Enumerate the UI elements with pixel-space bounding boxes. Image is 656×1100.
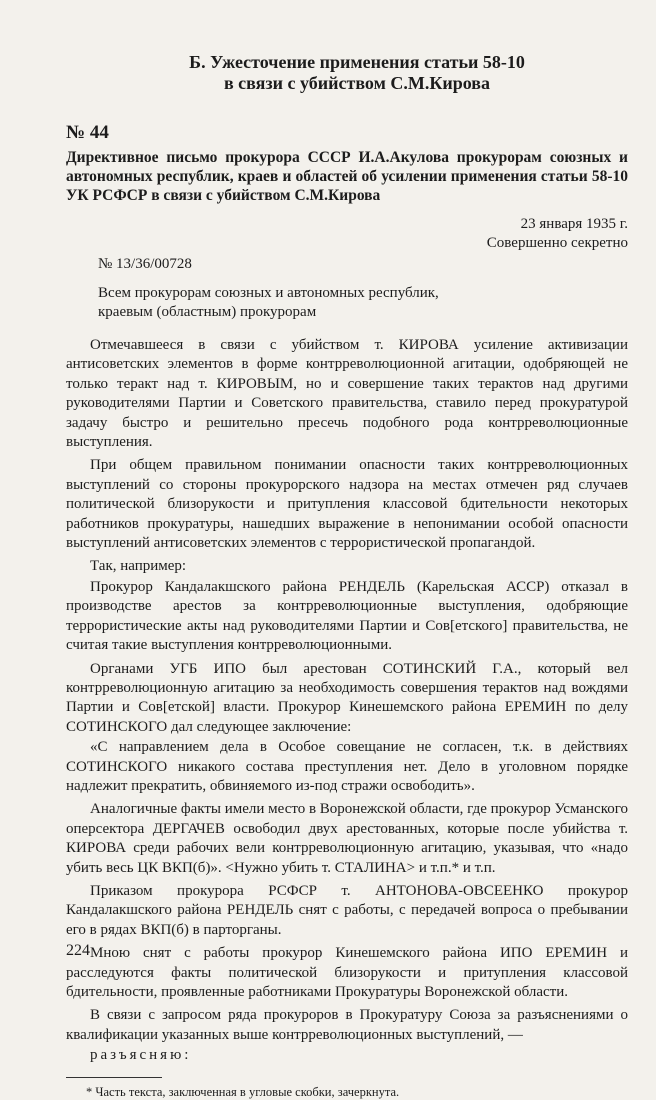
document-title: Директивное письмо прокурора СССР И.А.Акулова прокурорам союзных и автономных республик, краев и областей об усилении применения статьи 58-10 УК РСФСР в связи с убийством С.М.Кирова bbox=[66, 149, 628, 204]
paragraph-6: «С направлением дела в Особое совещание не согласен, т.к. в действиях СОТИНСКОГО никакого состава преступления нет. Дело в уголовном порядке надлежит прекратить, обвиняемого из-под стражи освободить». bbox=[66, 739, 628, 794]
paragraph-3: Так, например: bbox=[90, 558, 187, 575]
document-dateline bbox=[66, 215, 628, 253]
paragraph-4: Прокурор Кандалакшского района РЕНДЕЛЬ (Карельская АССР) отказал в производстве арестов за контрреволюционные выступления, одобряющие террористические акты над руководителями Партии и Сов[етского] правительства, не считая такие выступления контрреволюционными. bbox=[66, 578, 628, 654]
section-title-line-2: в связи с убийством С.М.Кирова bbox=[223, 73, 491, 93]
addressee bbox=[98, 284, 628, 322]
paragraph-8: Приказом прокурора РСФСР т. АНТОНОВА-ОВСЕЕНКО прокурор Кандалакшского района РЕНДЕЛЬ снят с работы, с передачей вопроса о пребывании его в рядах ВКП(б) в парторганы. bbox=[66, 882, 628, 938]
addressee-line-2: краевым (областным) прокурорам bbox=[98, 304, 317, 320]
classification-stamp: Совершенно секретно bbox=[486, 235, 628, 251]
footnote: * Часть текста, заключенная в угловые скобки, зачеркнута. bbox=[86, 1085, 400, 1100]
document-date: 23 января 1935 г. bbox=[520, 216, 628, 232]
section-title bbox=[86, 52, 628, 94]
section-title-line-1: Б. Ужесточение применения статьи 58-10 bbox=[189, 52, 525, 72]
paragraph-1: Отмечавшееся в связи с убийством т. КИРОВА усиление активизации антисоветских элементов в форме контрреволюционной агитации, одобряющей не только теракт над т. КИРОВЫМ, но и совершение таких терактов над другими руководителями Партии и Советского правительства, ставило перед прокуратурой задачу быстро и решительно пресечь подобного рода контрреволюционные выступления. bbox=[66, 337, 628, 451]
addressee-line-1: Всем прокурорам союзных и автономных республик, bbox=[98, 285, 439, 301]
letter-body bbox=[66, 336, 628, 1065]
document-number: № 44 bbox=[66, 122, 109, 143]
closing-word: разъясняю: bbox=[90, 1047, 192, 1064]
paragraph-10: В связи с запросом ряда прокуроров в Прокуратуру Союза за разъяснениями о квалификации указанных выше контрреволюционных выступлений, — bbox=[66, 1007, 628, 1043]
paragraph-5: Органами УГБ ИПО был арестован СОТИНСКИЙ Г.А., который вел контрреволюционную агитацию за необходимость совершения терактов над вождями Партии и Сов[етской] власти. Прокурор Кинешемского района ЕРЕМИН по делу СОТИНСКОГО дал следующее заключение: bbox=[66, 660, 628, 735]
paragraph-7: Аналогичные факты имели место в Воронежской области, где прокурор Усманского оперсектора ДЕРГАЧЕВ освободил двух арестованных, которые после убийства т. КИРОВА среди рабочих вели контрреволюционную агитацию, указывая, что «надо убить весь ЦК ВКП(б)». <Нужно убить т. СТАЛИНА> и т.п.* и т.п. bbox=[66, 801, 628, 876]
paragraph-9: Мною снят с работы прокурор Кинешемского района ИПО ЕРЕМИН и расследуются факты политической близорукости и притупления классовой бдительности, проявленные работниками Прокуратуры Воронежской области. bbox=[66, 945, 628, 1000]
paragraph-2: При общем правильном понимании опасности таких контрреволюционных выступлений со стороны прокурорского надзора на местах отмечен ряд случаев политической близорукости и притупления классовой бдительности некоторых работников прокуратуры, нашедших выражение в непонимании особой опасности выступлений антисоветских элементов с террористической пропагандой. bbox=[66, 457, 628, 552]
reference-number: № 13/36/00728 bbox=[98, 256, 192, 272]
page-number: 224 bbox=[66, 942, 90, 959]
footnote-divider bbox=[66, 1077, 162, 1078]
